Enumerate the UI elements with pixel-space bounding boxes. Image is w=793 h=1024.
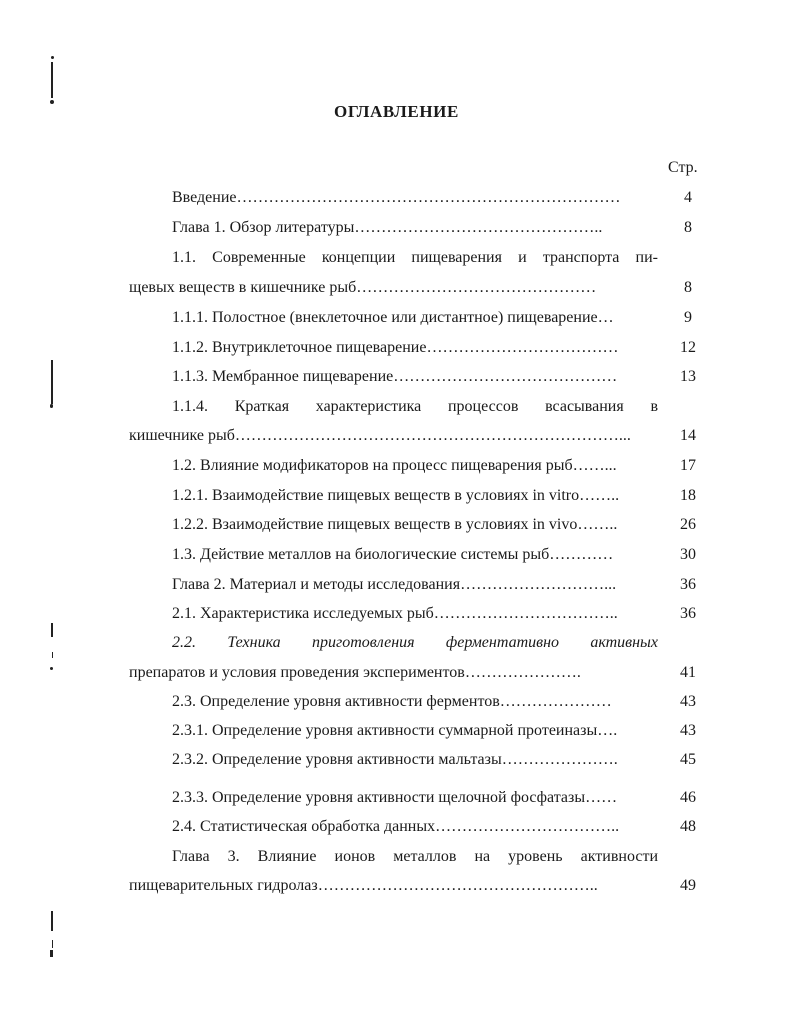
toc-page-number: 43 xyxy=(680,722,696,739)
toc-page-number: 36 xyxy=(680,605,696,622)
toc-page-number: 49 xyxy=(680,877,696,894)
toc-page-number: 45 xyxy=(680,751,696,768)
toc-entry-text: препаратов и условия проведения экспериментов…………………. xyxy=(129,664,581,681)
toc-page-number: 4 xyxy=(684,189,692,206)
toc-entry-text: 1.3. Действие металлов на биологические системы рыб………… xyxy=(172,546,614,563)
toc-page-number: 36 xyxy=(680,576,696,593)
toc-page-number: 18 xyxy=(680,487,696,504)
toc-entry-text: Глава 1. Обзор литературы……………………………………….. xyxy=(172,219,603,236)
toc-entry-text: 1.1.1. Полостное (внеклеточное или дистантное) пищеварение… xyxy=(172,309,614,326)
toc-entry-text: 2.3.3. Определение уровня активности щелочной фосфатазы…… xyxy=(172,789,618,806)
toc-entry-text: 2.3.2. Определение уровня активности мальтазы…………………. xyxy=(172,751,618,768)
toc-entry-text: 1.1.2. Внутриклеточное пищеварение……………………………… xyxy=(172,339,619,356)
toc-page-number: 46 xyxy=(680,789,696,806)
toc-page-number: 26 xyxy=(680,516,696,533)
toc-page-number: 43 xyxy=(680,693,696,710)
toc-page-number: 30 xyxy=(680,546,696,563)
toc-page-number: 48 xyxy=(680,818,696,835)
toc-entry-text: 1.1.4. Краткая характеристика процессов всасывания в xyxy=(172,398,658,415)
toc-page-number: 41 xyxy=(680,664,696,681)
toc-entry-text: 2.3.1. Определение уровня активности суммарной протеиназы…. xyxy=(172,722,618,739)
toc-entry-text: Введение……………………………………………………………… xyxy=(172,189,621,206)
toc-entry-text: 2.1. Характеристика исследуемых рыб…………………………….. xyxy=(172,605,618,622)
toc-entry-text: 2.3. Определение уровня активности ферментов………………… xyxy=(172,693,612,710)
toc-entry-text: 2.2. Техника приготовления ферментативно активных xyxy=(172,634,658,651)
toc-page-number: 12 xyxy=(680,339,696,356)
page-column-label: Стр. xyxy=(668,159,698,176)
toc-entry-text: Глава 3. Влияние ионов металлов на уровень активности xyxy=(172,848,658,865)
toc-page-number: 13 xyxy=(680,368,696,385)
toc-entry-text: щевых веществ в кишечнике рыб……………………………………… xyxy=(129,279,597,296)
toc-entry-text: 2.4. Статистическая обработка данных…………………………….. xyxy=(172,818,620,835)
page-title: ОГЛАВЛЕНИЕ xyxy=(334,102,459,121)
toc-entry-text: 1.2.1. Взаимодействие пищевых веществ в условиях in vitro…….. xyxy=(172,487,620,504)
toc-entry-text: 1.2. Влияние модификаторов на процесс пищеварения рыб……... xyxy=(172,457,617,474)
toc-page-number: 8 xyxy=(684,279,692,296)
toc-entry-text: 1.1.3. Мембранное пищеварение…………………………………… xyxy=(172,368,618,385)
toc-entry-text: 1.2.2. Взаимодействие пищевых веществ в условиях in vivo…….. xyxy=(172,516,618,533)
toc-entry-text: пищеварительных гидролаз…………………………………………….. xyxy=(129,877,598,894)
toc-page-number: 8 xyxy=(684,219,692,236)
toc-page-number: 17 xyxy=(680,457,696,474)
toc-page-number: 9 xyxy=(684,309,692,326)
toc-entry-text: Глава 2. Материал и методы исследования………………………... xyxy=(172,576,617,593)
toc-entry-text: 1.1. Современные концепции пищеварения и транспорта пи- xyxy=(172,249,658,266)
toc-page-number: 14 xyxy=(680,427,696,444)
toc-entry-text: кишечнике рыб………………………………………………………………... xyxy=(129,427,631,444)
